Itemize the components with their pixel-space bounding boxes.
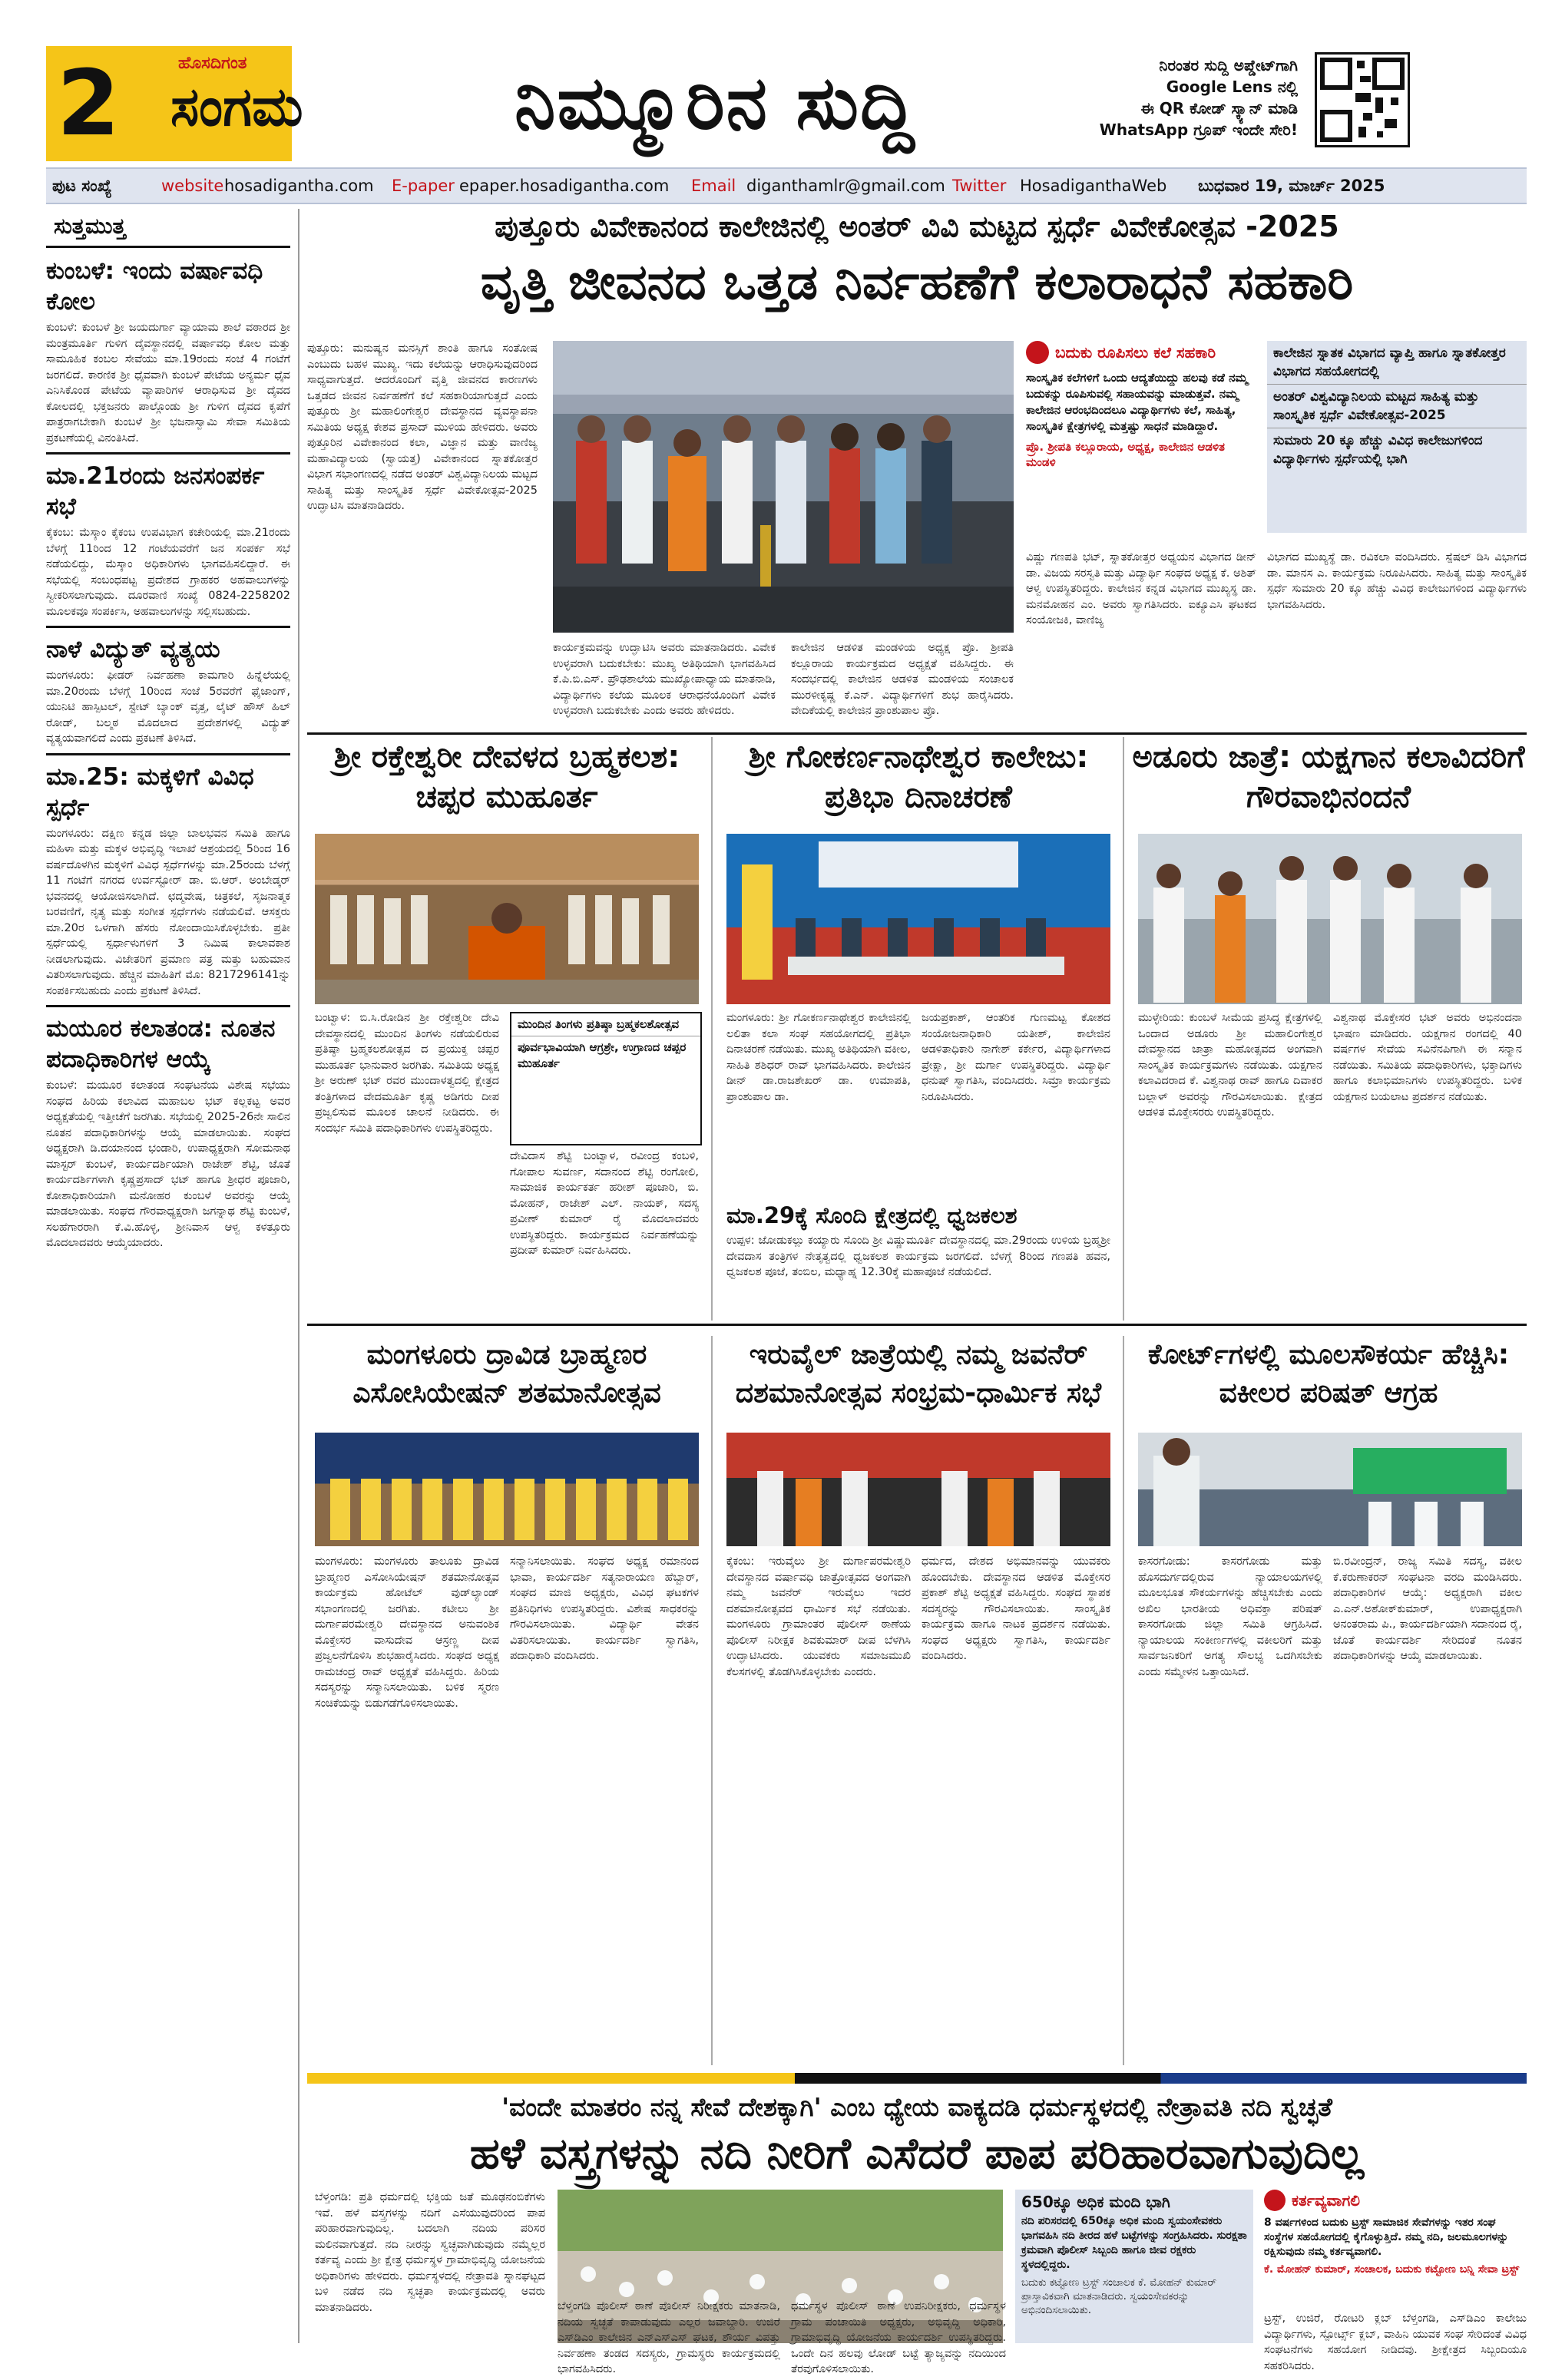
brief-body: ಮಂಗಳೂರು: ದಕ್ಷಿಣ ಕನ್ನಡ ಜಿಲ್ಲಾ ಬಾಲಭವನ ಸಮಿತಿ ಹಾಗೂ ಮಹಿಳಾ ಮತ್ತು ಮಕ್ಕಳ ಅಭಿವೃದ್ಧಿ ಇಲಾಖೆ ಆಶ್ರಯದಲ್ಲಿ 5ರಿಂದ 16 ವರ್ಷದೊಳಗಿನ ಮಕ್ಕಳಿಗೆ ವಿವಿಧ ಸ್ಪರ್ಧೆಗಳನ್ನು ಮಾ.25ರಂದು ಬೆಳಗ್ಗೆ 11 ಗಂಟೆಗೆ ನಗರದ ಉರ್ವಸ್ಟೋರ್ ಡಾ. ಬಿ.ಆರ್. ಅಂಬೇಡ್ಕರ್ ಭವನದಲ್ಲಿ ಆಯೋಜಿಸಲಾಗಿದೆ. ಛದ್ಮವೇಷ, ಚಿತ್ರಕಲೆ, ಸೃಜನಾತ್ಮಕ ಬರವಣಿಗೆ, ನೃತ್ಯ ಮತ್ತು ಸಂಗೀತ ಸ್ಪರ್ಧೆಗಳು ನಡೆಯಲಿವೆ. ಆಸಕ್ತರು ಮಾ.20ರ ಒಳಗಾಗಿ ಹೆಸರು ನೋಂದಾಯಿಸಿಕೊಳ್ಳಬೇಕು. ಪ್ರತೀ ಸ್ಪರ್ಧೆಯಲ್ಲಿ ಸ್ಪರ್ಧಾಳುಗಳಿಗೆ 3 ನಿಮಿಷ ಕಾಲಾವಕಾಶ ನೀಡಲಾಗುವುದು. ವಿಜೇತರಿಗೆ ಪ್ರಮಾಣ ಪತ್ರ ಮತ್ತು ಬಹುಮಾನ ವಿತರಿಸಲಾಗುವುದು. ಹೆಚ್ಚಿನ ಮಾಹಿತಿಗೆ ಮೊ: 8217296141ನ್ನು ಸಂಪರ್ಕಿಸಬಹುದು ಎಂದು ಪ್ರಕಟಣೆ ತಿಳಿಸಿದೆ. xyxy=(46,827,290,997)
highlight-item: ಸುಮಾರು 20 ಕ್ಕೂ ಹೆಚ್ಚು ವಿವಿಧ ಕಾಲೇಜುಗಳಿಂದ ವಿದ್ಯಾರ್ಥಿಗಳು ಸ್ಪರ್ಧೆಯಲ್ಲಿ ಭಾಗಿ xyxy=(1273,433,1483,467)
website-label: website xyxy=(161,177,224,195)
divider xyxy=(46,452,290,455)
qr-text-3: ಈ QR ಕೋಡ್ ಸ್ಕ್ಯಾನ್ ಮಾಡಿ xyxy=(1140,99,1298,117)
brand-small: ಹೊಸದಿಗಂತ xyxy=(178,54,247,73)
website-link[interactable]: hosadigantha.com xyxy=(224,177,374,195)
story-photo xyxy=(726,1433,1110,1546)
story-headline: ಅಡೂರು ಜಾತ್ರೆ: ಯಕ್ಷಗಾನ ಕಲಾವಿದರಿಗೆ ಗೌರವಾಭಿನಂದನೆ xyxy=(1132,739,1525,815)
story-body: ಪುತ್ತೂರು: ಮನುಷ್ಯನ ಮನಸ್ಸಿಗೆ ಶಾಂತಿ ಹಾಗೂ ಸಂತೋಷ ಎಂಬುದು ಬಹಳ ಮುಖ್ಯ. ಇದು ಕಲೆಯನ್ನು ಆರಾಧಿಸುವುದರಿಂದ ಸಾಧ್ಯವಾಗುತ್ತದೆ. ಆದರೊಂದಿಗೆ ವೃತ್ತಿ ಜೀವನದ ಕಾರಣಗಳು ಒತ್ತಡದ ಜೀವನ ನಿರ್ವಹಣೆಗೆ ಕಲೆ ಸಹಕಾರಿಯಾಗುತ್ತದೆ ಎಂದು ಪುತ್ತೂರು ಶ್ರೀ ಮಹಾಲಿಂಗೇಶ್ವರ ದೇವಸ್ಥಾನದ ವ್ಯವಸ್ಥಾಪನಾ ಸಮಿತಿಯ ಅಧ್ಯಕ್ಷ ಕೇಶವ ಪ್ರಸಾದ್ ಮುಳಿಯ ಹೇಳಿದರು. ಅವರು ಪುತ್ತೂರಿನ ವಿವೇಕಾನಂದ ಕಲಾ, ವಿಜ್ಞಾನ ಮತ್ತು ವಾಣಿಜ್ಯ ಮಹಾವಿದ್ಯಾಲಯ (ಸ್ವಾಯತ್ತ) ವಿವೇಕಾನಂದ ಸ್ನಾತಕೋತ್ತರ ವಿಭಾಗ ಸಭಾಂಗಣದಲ್ಲಿ ನಡೆದ ಅಂತರ್ ವಿಶ್ವವಿದ್ಯಾನಿಲಯ ಮಟ್ಟದ ಸಾಹಿತ್ಯ ಮತ್ತು ಸಾಂಸ್ಕೃತಿಕ ಸ್ಪರ್ಧೆ ವಿವೇಕೋತ್ಸವ-2025 ಉದ್ಘಾಟಿಸಿ ಮಾತನಾಡಿದರು. xyxy=(307,342,538,512)
story-photo xyxy=(315,834,699,1004)
story-headline: ಇರುವೈಲ್ ಜಾತ್ರೆಯಲ್ಲಿ ನಮ್ಮ ಜವನೆರ್ ದಶಮಾನೋತ್ಸವ ಸಂಭ್ರಮ-ಧಾರ್ಮಿಕ ಸಭೆ xyxy=(735,1339,1102,1409)
brief-headline: ಮಯೂರ ಕಲಾತಂಡ: ನೂತನ ಪದಾಧಿಕಾರಿಗಳ ಆಯ್ಕೆ xyxy=(46,1015,276,1073)
divider xyxy=(46,626,290,628)
story-photo xyxy=(315,1433,699,1546)
brief-body: ಕೈಕಂಬ: ಮೆಸ್ಕಾಂ ಕೈಕಂಬ ಉಪವಿಭಾಗ ಕಚೇರಿಯಲ್ಲಿ ಮಾ.21ರಂದು ಬೆಳಗ್ಗೆ 11ರಿಂದ 12 ಗಂಟೆಯವರೆಗೆ ಜನ ಸಂಪರ್ಕ ಸಭೆ ನಡೆಯಲಿದ್ದು, ಮೆಸ್ಕಾಂ ಅಧಿಕಾರಿಗಳು ಭಾಗವಹಿಸಲಿದ್ದಾರೆ. ಈ ಸಭೆಯಲ್ಲಿ ಸಂಬಂಧಪಟ್ಟ ಪ್ರದೇಶದ ಗ್ರಾಹಕರ ಅಹವಾಲುಗಳನ್ನು ಸ್ವೀಕರಿಸಲಾಗುವುದು. ದೂರವಾಣಿ ಸಂಖ್ಯೆ 0824-2258202 ಮೂಲಕವೂ ಸಂಪರ್ಕಿಸಿ, ಅಹವಾಲುಗಳನ್ನು ಸಲ್ಲಿಸಬಹುದು. xyxy=(46,527,290,618)
highlight-item: ಪೂರ್ವಭಾವಿಯಾಗಿ ಆಗ್ರಶ್ರೇ, ಉಗ್ರಾಣದ ಚಪ್ಪರ ಮುಹೂರ್ತ xyxy=(518,1040,687,1070)
story-photo xyxy=(1138,834,1522,1004)
story-body: ಕಾಸರಗೋಡು: ಕಾಸರಗೋಡು ಮತ್ತು ಹೊಸದುರ್ಗದಲ್ಲಿರುವ ನ್ಯಾಯಾಲಯಗಳಲ್ಲಿ ಮೂಲಭೂತ ಸೌಕರ್ಯಗಳನ್ನು ಹೆಚ್ಚಿಸಬೇಕು ಎಂದು ಅಖಿಲ ಭಾರತೀಯ ಅಧಿವಕ್ತಾ ಪರಿಷತ್ ಕಾಸರಗೋಡು ಜಿಲ್ಲಾ ಸಮಿತಿ ಆಗ್ರಹಿಸಿದೆ. ನ್ಯಾಯಾಲಯ ಸಂಕೀರ್ಣಗಳಲ್ಲಿ ವಕೀಲರಿಗೆ ಮತ್ತು ಸಾರ್ವಜನಿಕರಿಗೆ ಅಗತ್ಯ ಸೌಲಭ್ಯ ಒದಗಿಸಬೇಕು ಎಂದು ಸಮ್ಮೇಳನ ಒತ್ತಾಯಿಸಿದೆ. xyxy=(1138,1555,1322,1678)
story-body: ಸನ್ಮಾನಿಸಲಾಯಿತು. ಸಂಘದ ಅಧ್ಯಕ್ಷ ರಮಾನಂದ ಭಾವಾ, ಕಾರ್ಯದರ್ಶಿ ಸತ್ಯನಾರಾಯಣ ಹೆಬ್ಬಾರ್, ಸಂಘದ ಮಾಜಿ ಅಧ್ಯಕ್ಷರು, ವಿವಿಧ ಘಟಕಗಳ ಪ್ರತಿನಿಧಿಗಳು ಉಪಸ್ಥಿತರಿದ್ದರು. ವಿಶೇಷ ಸಾಧಕರನ್ನು ಗೌರವಿಸಲಾಯಿತು. ವಿದ್ಯಾರ್ಥಿ ವೇತನ ವಿತರಿಸಲಾಯಿತು. ಕಾರ್ಯದರ್ಶಿ ಸ್ವಾಗತಿಸಿ, ಪದಾಧಿಕಾರಿ ವಂದಿಸಿದರು. xyxy=(510,1555,699,1662)
story-body: ಉಪ್ಪಳ: ಜೋಡುಕಲ್ಲು ಕಯ್ಯಾರು ಸೊಂದಿ ಶ್ರೀ ವಿಷ್ಣುಮೂರ್ತಿ ದೇವಸ್ಥಾನದಲ್ಲಿ ಮಾ.29ರಂದು ಉಳಿಯ ಬ್ರಹ್ಮಶ್ರೀ ದೇವದಾಸ ತಂತ್ರಿಗಳ ನೇತೃತ್ವದಲ್ಲಿ ಧ್ವಜಕಲಶ ಕಾರ್ಯಕ್ರಮ ಜರಗಲಿದೆ. ಬೆಳಗ್ಗೆ 8ರಿಂದ ಗಣಪತಿ ಹವನ, ಧ್ವಜಕಲಶ ಪೂಜೆ, ತಂಬಿಲ, ಮಧ್ಯಾಹ್ನ 12.30ಕ್ಕೆ ಮಹಾಪೂಜೆ ನಡೆಯಲಿದೆ. xyxy=(726,1235,1110,1278)
column-rule xyxy=(1123,737,1124,1321)
photo-figures xyxy=(1138,834,1522,1004)
photo-figures xyxy=(315,834,699,1004)
qr-text-2: Google Lens ನಲ್ಲಿ xyxy=(1166,78,1298,96)
callout-box xyxy=(1026,341,1256,540)
email-link[interactable]: diganthamlr@gmail.com xyxy=(746,177,945,195)
brief-headline: ಕುಂಬಳೆ: ಇಂದು ವರ್ಷಾವಧಿ ಕೋಲ xyxy=(46,257,263,316)
twitter-label: Twitter xyxy=(952,177,1007,195)
stat-body: ನದಿ ಪರಿಸರದಲ್ಲಿ 650ಕ್ಕೂ ಅಧಿಕ ಮಂದಿ ಸ್ವಯಂಸೇವಕರು ಭಾಗವಹಿಸಿ ನದಿ ತೀರದ ಹಳೆ ಬಟ್ಟೆಗಳನ್ನು ಸಂಗ್ರಹಿಸಿದರು. ಸುರಕ್ಷತಾ ಕ್ರಮವಾಗಿ ಪೊಲೀಸ್ ಸಿಬ್ಬಂದಿ ಹಾಗೂ ಜೀವ ರಕ್ಷಕರು ಸ್ಥಳದಲ್ಲಿದ್ದರು. xyxy=(1021,2215,1247,2271)
story-headline: ವೃತ್ತಿ ಜೀವನದ ಒತ್ತಡ ನಿರ್ವಹಣೆಗೆ ಕಲಾರಾಧನೆ ಸಹಕಾರಿ xyxy=(480,254,1354,311)
page-title: ನಿಮ್ಮೂರಿನ ಸುದ್ದಿ xyxy=(515,60,916,146)
divider xyxy=(46,753,290,755)
left-column xyxy=(46,209,290,2343)
brief-body: ಕುಂಬಳೆ: ಮಯೂರ ಕಲಾತಂಡ ಸಂಘಟನೆಯ ವಿಶೇಷ ಸಭೆಯು ಸಂಘದ ಹಿರಿಯ ಕಲಾವಿದ ಮಹಾಬಲ ಭಟ್ ಕಲ್ಲಕಟ್ಟ ಅವರ ಅಧ್ಯಕ್ಷತೆಯಲ್ಲಿ ಇತ್ತೀಚೆಗೆ ಜರಗಿತು. ಸಭೆಯಲ್ಲಿ 2025-26ನೇ ಸಾಲಿನ ನೂತನ ಪದಾಧಿಕಾರಿಗಳನ್ನು ಆಯ್ಕೆ ಮಾಡಲಾಯಿತು. ಸಂಘದ ಅಧ್ಯಕ್ಷರಾಗಿ ಡಿ.ದಯಾನಂದ ಭಂಡಾರಿ, ಉಪಾಧ್ಯಕ್ಷರಾಗಿ ಸೋಮನಾಥ ಮಾಸ್ಟರ್ ಕುಂಬಳೆ, ಕಾರ್ಯದರ್ಶಿಯಾಗಿ ರಾಜೇಶ್ ಶೆಟ್ಟಿ, ಜೊತೆ ಕಾರ್ಯದರ್ಶಿಗಳಾಗಿ ಕೃಷ್ಣಪ್ರಸಾದ್ ಭಟ್ ಹಾಗೂ ಶ್ರೀಧರ ಪೂಜಾರಿ, ಕೋಶಾಧಿಕಾರಿಯಾಗಿ ಮನೋಹರ ಕುಂಬಳೆ ಅವರನ್ನು ಆಯ್ಕೆ ಮಾಡಲಾಯಿತು. ಸಂಘದ ಗೌರವಾಧ್ಯಕ್ಷರಾಗಿ ಜಗನ್ನಾಥ ಶೆಟ್ಟಿ ಕುಂಬಳೆ, ಸಲಹೆಗಾರರಾಗಿ ಕೆ.ವಿ.ಹೊಳ್ಳ, ಶ್ರೀನಿವಾಸ ಆಳ್ವ ಕಳತ್ತೂರು ಮೊದಲಾದವರು ಆಯ್ಕೆಯಾದರು. xyxy=(46,1079,290,1249)
qr-text-1: ನಿರಂತರ ಸುದ್ದಿ ಅಪ್ಡೇಟ್‌ಗಾಗಿ xyxy=(1159,56,1298,74)
date: ಬುಧವಾರ 19, ಮಾರ್ಚ್ 2025 xyxy=(1198,177,1385,195)
brand-big: ಸಂಗಮ xyxy=(170,75,303,138)
story-body: ವಿಭಾಗದ ಮುಖ್ಯಸ್ಥೆ ಡಾ. ರವಿಕಲಾ ವಂದಿಸಿದರು. ಸ್ಪೆಷಲ್ ಡಿಸಿ ವಿಭಾಗದ ಡಾ. ಮಾನಸ ಎ. ಕಾರ್ಯಕ್ರಮ ನಿರೂಪಿಸಿದರು. ಸಾಹಿತ್ಯ ಮತ್ತು ಸಾಂಸ್ಕೃತಿಕ ಸ್ಪರ್ಧೆ ಸುಮಾರು 20 ಕ್ಕೂ ಹೆಚ್ಚು ವಿವಿಧ ಕಾಲೇಜುಗಳಿಂದ ವಿದ್ಯಾರ್ಥಿಗಳು ಭಾಗವಹಿಸಿದರು. xyxy=(1267,551,1527,611)
story-body: ಕಾಲೇಜಿನ ಆಡಳಿತ ಮಂಡಳಿಯ ಅಧ್ಯಕ್ಷ ಪ್ರೊ. ಶ್ರೀಪತಿ ಕಲ್ಲೂರಾಯ ಕಾರ್ಯಕ್ರಮದ ಅಧ್ಯಕ್ಷತೆ ವಹಿಸಿದ್ದರು. ಈ ಸಂದರ್ಭದಲ್ಲಿ ಕಾಲೇಜಿನ ಆಡಳಿತ ಮಂಡಳಿಯ ಸಂಚಾಲಕ ಮುರಳೀಕೃಷ್ಣ ಕೆ.ಎನ್‌. ವಿದ್ಯಾರ್ಥಿಗಳಿಗೆ ಶುಭ ಹಾರೈಸಿದರು. ವೇದಿಕೆಯಲ್ಲಿ ಕಾಲೇಜಿನ ಪ್ರಾಂಶುಪಾಲ ಪ್ರೊ. xyxy=(791,642,1014,717)
callout-attribution: ಪ್ರೊ. ಶ್ರೀಪತಿ ಕಲ್ಲೂರಾಯ, ಅಧ್ಯಕ್ಷ, ಕಾಲೇಜಿನ ಆಡಳಿತ ಮಂಡಳಿ xyxy=(1026,440,1225,469)
callout-headline: ಕರ್ತವ್ಯವಾಗಲಿ xyxy=(1292,2191,1361,2210)
brief-headline: ಮಾ.25: ಮಕ್ಕಳಿಗೆ ವಿವಿಧ ಸ್ಪರ್ಧೆ xyxy=(46,762,254,821)
brief-headline: ಮಾ.21ರಂದು ಜನಸಂಪರ್ಕ ಸಭೆ xyxy=(46,462,265,521)
column-rule xyxy=(1123,1336,1124,2065)
stat-box xyxy=(1015,2190,1253,2343)
section-rule xyxy=(307,732,1527,735)
highlights-box xyxy=(1267,341,1527,533)
stat-body-2: ಬದುಕು ಕಟ್ಟೋಣ ಟ್ರಸ್ಟ್ ಸಂಚಾಲಕ ಕೆ. ಮೋಹನ್ ಕುಮಾರ್ ಪ್ರಾಸ್ತಾವಿಕವಾಗಿ ಮಾತನಾಡಿದರು. ಸ್ವಯಂಸೇವಕರನ್ನು ಅಭಿನಂದಿಸಲಾಯಿತು. xyxy=(1021,2276,1216,2316)
story-body: ಕಾರ್ಯಕ್ರಮವನ್ನು ಉದ್ಘಾಟಿಸಿ ಅವರು ಮಾತನಾಡಿದರು. ವಿವೇಕ ಉಳ್ಳವರಾಗಿ ಬದುಕಬೇಕು: ಮುಖ್ಯ ಅತಿಥಿಯಾಗಿ ಭಾಗವಹಿಸಿದ ಕೆ.ಪಿ.ಬಿ.ಎಸ್‌. ಪ್ರೌಢಶಾಲೆಯ ಮುಖ್ಯೋಪಾಧ್ಯಾಯ ಮಾತನಾಡಿ, ವಿದ್ಯಾರ್ಥಿಗಳು ಕಲೆಯ ಮೂಲಕ ಆರಾಧನೆಯೊಂದಿಗೆ ವಿವೇಕ ಉಳ್ಳವರಾಗಿ ಬದುಕಬೇಕು ಎಂದು ಅವರು ಹೇಳಿದರು. xyxy=(553,642,776,717)
story-headline: ಮಂಗಳೂರು ದ್ರಾವಿಡ ಬ್ರಾಹ್ಮಣರ ಎಸೋಸಿಯೇಷನ್ ಶತಮಾನೋತ್ಸವ xyxy=(352,1339,661,1409)
story-body: ಬಿ.ರವೀಂದ್ರನ್, ರಾಜ್ಯ ಸಮಿತಿ ಸದಸ್ಯ, ವಕೀಲ ಕೆ.ಕರುಣಾಕರನ್ ಸಂಘಟನಾ ವರದಿ ಮಂಡಿಸಿದರು. ಪದಾಧಿಕಾರಿಗಳ ಆಯ್ಕೆ: ಅಧ್ಯಕ್ಷರಾಗಿ ವಕೀಲ ಎ.ಎನ್.ಅಶೋಕ್‌ಕುಮಾರ್, ಉಪಾಧ್ಯಕ್ಷರಾಗಿ ಅನಂತರಾಮ ಪಿ., ಕಾರ್ಯದರ್ಶಿಯಾಗಿ ಸದಾನಂದ ರೈ, ಜೊತೆ ಕಾರ್ಯದರ್ಶಿ ಸೇರಿದಂತೆ ನೂತನ ಪದಾಧಿಕಾರಿಗಳನ್ನು ಆಯ್ಕೆ ಮಾಡಲಾಯಿತು. xyxy=(1333,1555,1522,1662)
story-headline: ಶ್ರೀ ರಕ್ತೇಶ್ವರೀ ದೇವಳದ ಬ್ರಹ್ಮಕಲಶ: ಚಪ್ಪರ ಮುಹೂರ್ತ xyxy=(333,739,680,815)
highlight-item: ಅಂತರ್ ವಿಶ್ವವಿದ್ಯಾನಿಲಯ ಮಟ್ಟದ ಸಾಹಿತ್ಯ ಮತ್ತು ಸಾಂಸ್ಕೃತಿಕ ಸ್ಪರ್ಧೆ ವಿವೇಕೋತ್ಸವ-2025 xyxy=(1267,385,1527,428)
story-kicker: 'ವಂದೇ ಮಾತರಂ ನನ್ನ ಸೇವೆ ದೇಶಕ್ಕಾಗಿ' ಎಂಬ ಧ್ಯೇಯ ವಾಕ್ಯದಡಿ ಧರ್ಮಸ್ಥಳದಲ್ಲಿ ನೇತ್ರಾವತಿ ನದಿ ಸ್ವಚ್ಛತೆ xyxy=(501,2092,1332,2122)
epaper-link[interactable]: epaper.hosadigantha.com xyxy=(459,177,670,195)
column-rule xyxy=(298,209,299,2343)
story-headline: ಶ್ರೀ ಗೋಕರ್ಣನಾಥೇಶ್ವರ ಕಾಲೇಜು: ಪ್ರತಿಭಾ ದಿನಾಚರಣೆ xyxy=(748,739,1089,815)
story-body: ವಿಷ್ಣು ಗಣಪತಿ ಭಟ್, ಸ್ನಾತಕೋತ್ತರ ಅಧ್ಯಯನ ವಿಭಾಗದ ಡೀನ್ ಡಾ. ವಿಜಯ ಸರಸ್ವತಿ ಮತ್ತು ವಿದ್ಯಾರ್ಥಿ ಸಂಘದ ಅಧ್ಯಕ್ಷ ಕೆ. ಅಶಿತ್ ಆಳ್ವ ಉಪಸ್ಥಿತರಿದ್ದರು. ಕಾಲೇಜಿನ ಕನ್ನಡ ವಿಭಾಗದ ಮುಖ್ಯಸ್ಥ ಡಾ. ಮನಮೋಹನ ಎಂ. ಅವರು ಸ್ವಾಗತಿಸಿದರು. ಐಕ್ಯೂಎಸಿ ಘಟಕದ ಸಂಯೋಜಕಿ, ವಾಣಿಜ್ಯ xyxy=(1026,551,1256,626)
callout-body: ಸಾಂಸ್ಕೃತಿಕ ಕಲೆಗಳಿಗೆ ಒಂದು ಆದ್ಯತೆಯಿದ್ದು ಹಲವು ಕಡೆ ನಮ್ಮ ಬದುಕನ್ನು ರೂಪಿಸುವಲ್ಲಿ ಸಹಾಯವನ್ನು ಮಾಡುತ್ತವೆ. ನಮ್ಮ ಕಾಲೇಜಿನ ಆರಂಭದಿಂದಲೂ ವಿದ್ಯಾರ್ಥಿಗಳು ಕಲೆ, ಸಾಹಿತ್ಯ, ಸಾಂಸ್ಕೃತಿಕ ಕ್ಷೇತ್ರಗಳಲ್ಲಿ ಮತ್ತಷ್ಟು ಸಾಧನೆ ಮಾಡಿದ್ದಾರೆ. xyxy=(1026,371,1248,433)
story-kicker: ಪುತ್ತೂರು ವಿವೇಕಾನಂದ ಕಾಲೇಜಿನಲ್ಲಿ ಅಂತರ್ ವಿವಿ ಮಟ್ಟದ ಸ್ಪರ್ಧೆ ವಿವೇಕೋತ್ಸವ -2025 xyxy=(495,210,1339,243)
story-photo xyxy=(726,834,1110,1004)
epaper-label: E-paper xyxy=(392,177,455,195)
story-body: ಬೆಳ್ತಂಗಡಿ ಪೊಲೀಸ್ ಠಾಣೆ ಪೊಲೀಸ್ ನಿರೀಕ್ಷಕರು ಮಾತನಾಡಿ, ನದಿಯ ಸ್ವಚ್ಛತೆ ಕಾಪಾಡುವುದು ಎಲ್ಲರ ಜವಾಬ್ದಾರಿ. ಉಜಿರೆ ಎಸ್‌ಡಿಎಂ ಕಾಲೇಜಿನ ಎನ್‌ಎಸ್‌ಎಸ್ ಘಟಕ, ಶೌರ್ಯ ವಿಪತ್ತು ನಿರ್ವಹಣಾ ತಂಡದ ಸದಸ್ಯರು, ಗ್ರಾಮಸ್ಥರು ಕಾರ್ಯಕ್ರಮದಲ್ಲಿ ಭಾಗವಹಿಸಿದರು. xyxy=(558,2300,780,2375)
story-body: ಧರ್ಮದ, ದೇಶದ ಅಭಿಮಾನವನ್ನು ಯುವಕರು ಹೊಂದಬೇಕು. ದೇವಸ್ಥಾನದ ಆಡಳಿತ ಮೊಕ್ತೇಸರ ಪ್ರಕಾಶ್ ಶೆಟ್ಟಿ ಅಧ್ಯಕ್ಷತೆ ವಹಿಸಿದ್ದರು. ಸಂಘದ ಸ್ಥಾಪಕ ಸದಸ್ಯರನ್ನು ಗೌರವಿಸಲಾಯಿತು. ಸಾಂಸ್ಕೃತಿಕ ಕಾರ್ಯಕ್ರಮ ಹಾಗೂ ನಾಟಕ ಪ್ರದರ್ಶನ ನಡೆಯಿತು. ಸಂಘದ ಅಧ್ಯಕ್ಷರು ಸ್ವಾಗತಿಸಿ, ಕಾರ್ಯದರ್ಶಿ ವಂದಿಸಿದರು. xyxy=(922,1555,1110,1662)
column-rule xyxy=(711,737,713,1321)
brief-headline: ಮಾ.29ಕ್ಕೆ ಸೊಂದಿ ಕ್ಷೇತ್ರದಲ್ಲಿ ಧ್ವಜಕಲಶ xyxy=(726,1202,1018,1228)
photo-figures xyxy=(315,1433,699,1546)
story-headline: ಕೋರ್ಟ್‌ಗಳಲ್ಲಿ ಮೂಲಸೌಕರ್ಯ ಹೆಚ್ಚಿಸಿ: ವಕೀಲರ ಪರಿಷತ್ ಆಗ್ರಹ xyxy=(1147,1339,1510,1409)
story-body: ಧರ್ಮಸ್ಥಳ ಪೊಲೀಸ್ ಠಾಣೆ ಉಪನಿರೀಕ್ಷಕರು, ಧರ್ಮಸ್ಥಳ ಗ್ರಾಮ ಪಂಚಾಯಿತಿ ಅಧ್ಯಕ್ಷರು, ಅಭಿವೃದ್ಧಿ ಅಧಿಕಾರಿ, ಗ್ರಾಮಾಭಿವೃದ್ಧಿ ಯೋಜನೆಯ ಕಾರ್ಯದರ್ಶಿ ಉಪಸ್ಥಿತರಿದ್ದರು. ಒಂದೇ ದಿನ ಹಲವು ಲೋಡ್ ಬಟ್ಟೆ ತ್ಯಾಜ್ಯವನ್ನು ನದಿಯಿಂದ ತೆರವುಗೊಳಿಸಲಾಯಿತು. xyxy=(791,2300,1006,2375)
section-rule xyxy=(307,1324,1527,1326)
divider xyxy=(46,1005,290,1007)
photo-figures xyxy=(553,341,1014,633)
highlight-item: ಕಾಲೇಜಿನ ಸ್ನಾತಕ ವಿಭಾಗದ ವ್ಯಾಪ್ತಿ ಹಾಗೂ ಸ್ನಾತಕೋತ್ತರ ವಿಭಾಗದ ಸಹಯೋಗದಲ್ಲಿ xyxy=(1267,341,1527,385)
story-body: ಬಂಟ್ವಾಳ: ಬಿ.ಸಿ.ರೋಡಿನ ಶ್ರೀ ರಕ್ತೇಶ್ವರೀ ದೇವಿ ದೇವಸ್ಥಾನದಲ್ಲಿ ಮುಂದಿನ ತಿಂಗಳು ನಡೆಯಲಿರುವ ಪ್ರತಿಷ್ಠಾ ಬ್ರಹ್ಮಕಲಶೋತ್ಸವ ದ ಪ್ರಯುಕ್ತ ಚಪ್ಪರ ಮುಹೂರ್ತ ಭಾನುವಾರ ಜರಗಿತು. ಸಮಿತಿಯ ಅಧ್ಯಕ್ಷ ಶ್ರೀ ಅರುಣ್ ಭಟ್ ರವರ ಮುಂದಾಳತ್ವದಲ್ಲಿ ಕ್ಷೇತ್ರದ ತಂತ್ರಿಗಳಾದ ವೇದಮೂರ್ತಿ ಕೃಷ್ಣ ಅಡಿಗರು ದೀಪ ಪ್ರಜ್ವಲಿಸುವ ಮೂಲಕ ಚಾಲನೆ ನೀಡಿದರು. ಈ ಸಂದರ್ಭ ಸಮಿತಿ ಪದಾಧಿಕಾರಿಗಳು ಉಪಸ್ಥಿತರಿದ್ದರು. xyxy=(315,1012,499,1135)
callout-attribution: ಕೆ. ಮೋಹನ್ ಕುಮಾರ್, ಸಂಚಾಲಕ, ಬದುಕು ಕಟ್ಟೋಣ ಬನ್ನಿ ಸೇವಾ ಟ್ರಸ್ಟ್ xyxy=(1264,2263,1520,2276)
story-photo xyxy=(1138,1433,1522,1546)
section-title: ಸುತ್ತಮುತ್ತ xyxy=(46,209,290,248)
story-headline: ಹಳೆ ವಸ್ತ್ರಗಳನ್ನು ನದಿ ನೀರಿಗೆ ಎಸೆದರೆ ಪಾಪ ಪರಿಹಾರವಾಗುವುದಿಲ್ಲ xyxy=(469,2129,1365,2179)
story-body: ಕೈಕಂಬ: ಇರುವೈಲು ಶ್ರೀ ದುರ್ಗಾಪರಮೇಶ್ವರಿ ದೇವಸ್ಥಾನದ ವರ್ಷಾವಧಿ ಜಾತ್ರೋತ್ಸವದ ಅಂಗವಾಗಿ ನಮ್ಮ ಜವನೆರ್ ಇರುವೈಲು ಇದರ ದಶಮಾನೋತ್ಸವದ ಧಾರ್ಮಿಕ ಸಭೆ ನಡೆಯಿತು. ಮಂಗಳೂರು ಗ್ರಾಮಾಂತರ ಪೊಲೀಸ್ ಠಾಣೆಯ ಪೊಲೀಸ್ ನಿರೀಕ್ಷಕ ಶಿವಕುಮಾರ್ ದೀಪ ಬೆಳಗಿಸಿ ಉದ್ಘಾಟಿಸಿದರು. ಯುವಕರು ಸಮಾಜಮುಖಿ ಕೆಲಸಗಳಲ್ಲಿ ತೊಡಗಿಸಿಕೊಳ್ಳಬೇಕು ಎಂದರು. xyxy=(726,1555,911,1678)
brief-headline: ನಾಳೆ ವಿದ್ಯುತ್ ವ್ಯತ್ಯಯ xyxy=(46,636,220,663)
qr-text-4: WhatsApp ಗ್ರೂಪ್ ಇಂದೇ ಸೇರಿ! xyxy=(1099,121,1298,139)
stat-headline: 650ಕ್ಕೂ ಅಧಿಕ ಮಂದಿ ಭಾಗಿ xyxy=(1021,2193,1170,2211)
callout-headline: ಬದುಕು ರೂಪಿಸಲು ಕಲೆ ಸಹಕಾರಿ xyxy=(1055,343,1216,362)
story-body: ಬೆಳ್ತಂಗಡಿ: ಪ್ರತಿ ಧರ್ಮದಲ್ಲಿ ಭಕ್ತಿಯ ಜತೆ ಮೂಢನಂಬಿಕೆಗಳು ಇವೆ. ಹಳೆ ವಸ್ತ್ರಗಳನ್ನು ನದಿಗೆ ಎಸೆಯುವುದರಿಂದ ಪಾಪ ಪರಿಹಾರವಾಗುವುದಿಲ್ಲ. ಬದಲಾಗಿ ನದಿಯ ಪರಿಸರ ಮಲಿನವಾಗುತ್ತದೆ. ನದಿ ನೀರನ್ನು ಸ್ವಚ್ಛವಾಗಿಡುವುದು ನಮ್ಮೆಲ್ಲರ ಕರ್ತವ್ಯ ಎಂದು ಶ್ರೀ ಕ್ಷೇತ್ರ ಧರ್ಮಸ್ಥಳ ಗ್ರಾಮಾಭಿವೃದ್ಧಿ ಯೋಜನೆಯ ಅಧಿಕಾರಿಗಳು ಹೇಳಿದರು. ಧರ್ಮಸ್ಥಳದಲ್ಲಿ ನೇತ್ರಾವತಿ ಸ್ನಾನಘಟ್ಟದ ಬಳಿ ನಡೆದ ನದಿ ಸ್ವಚ್ಛತಾ ಕಾರ್ಯಕ್ರಮದಲ್ಲಿ ಅವರು ಮಾತನಾಡಿದರು. xyxy=(315,2191,545,2314)
story-body: ಜಯಪ್ರಕಾಶ್, ಆಂತರಿಕ ಗುಣಮಟ್ಟ ಕೋಶದ ಸಂಯೋಜನಾಧಿಕಾರಿ ಯತೀಶ್, ಕಾಲೇಜಿನ ಆಡಳಿತಾಧಿಕಾರಿ ನಾಗೇಶ್ ಕರ್ಕೇರ, ವಿದ್ಯಾರ್ಥಿಗಳಾದ ಪ್ರೇಕ್ಷಾ, ಶ್ರೀ ದುರ್ಗಾ ಉಪಸ್ಥಿತರಿದ್ದರು. ವಿದ್ಯಾರ್ಥಿ ಧನುಷ್ ಸ್ವಾಗತಿಸಿ, ವಂದಿಸಿದರು. ಸಿಮ್ರಾ ಕಾರ್ಯಕ್ರಮ ನಿರೂಪಿಸಿದರು. xyxy=(922,1012,1110,1103)
callout-icon xyxy=(1264,2190,1286,2211)
photo-figures xyxy=(1138,1433,1522,1546)
section-label: ಪುಟ ಸಂಖ್ಯೆ xyxy=(52,177,112,195)
column-rule xyxy=(711,1336,713,2065)
brief-body: ಕುಂಬಳೆ: ಕುಂಬಳೆ ಶ್ರೀ ಜಯದುರ್ಗಾ ವ್ಯಾಯಾಮ ಶಾಲೆ ವಠಾರದ ಶ್ರೀ ಮಂತ್ರಮೂರ್ತಿ ಗುಳಿಗ ದೈವಸ್ಥಾನದಲ್ಲಿ ವರ್ಷಾವಧಿ ಕೋಲ ಮತ್ತು ಸಾಮೂಹಿಕ ಕಂಬಲ ಸೇವೆಯು ಮಾ.19ರಂದು ಸಂಜೆ 4 ಗಂಟೆಗೆ ಜರಗಲಿದೆ. ಕಾರಣಿಕ ಶ್ರೀ ಧೈವವಾಗಿ ಕುಂಬಳೆ ಪೇಟೆಯ ಅನ್ಯರ್ಮ ಧೈವ ಎನಿಸಿಕೊಂಡ ಪೇಟೆಯ ವ್ಯಾಪಾರಿಗಳ ಆರಾಧಿಸುವ ಶ್ರೀ ದೈವದ ಕೋಲದಲ್ಲಿ ಭಕ್ತಜನರು ಪಾಲ್ಗೊಂಡು ಶ್ರೀ ಗುಳಿಗ ದೈವದ ಕೃಪೆಗೆ ಪಾತ್ರರಾಗಬೇಕಾಗಿ ಕುಂಬಳೆ ಶ್ರೀ ಭಜನಾಸ್ವಾಮಿ ಸೇವಾ ಸಮಿತಿಯ ಪ್ರಕಟಣೆಯಲ್ಲಿ ವಿನಂತಿಸಿದೆ. xyxy=(46,322,290,445)
photo-figures xyxy=(726,834,1110,1004)
brief-body: ಮಂಗಳೂರು: ಫೀಡರ್ ನಿರ್ವಹಣಾ ಕಾಮಗಾರಿ ಹಿನ್ನೆಲೆಯಲ್ಲಿ ಮಾ.20ರಂದು ಬೆಳಗ್ಗೆ 10ರಿಂದ ಸಂಜೆ 5ರವರೆಗೆ ಫೈಜಾಂಗ್, ಯುನಿಟಿ ಹಾಸ್ಪಿಟಲ್, ಸ್ಟೇಟ್ ಬ್ಯಾಂಕ್ ವೃತ್ತ, ಲೈಟ್ ಹೌಸ್ ಹಿಲ್ ರೋಡ್, ಬಲ್ಮಠ ಮೊದಲಾದ ಪ್ರದೇಶಗಳಲ್ಲಿ ವಿದ್ಯುತ್ ವ್ಯತ್ಯಯವಾಗಲಿದೆ ಎಂದು ಪ್ರಕಟಣೆ ತಿಳಿಸಿದೆ. xyxy=(46,669,290,745)
story-body: ದೇವಿದಾಸ ಶೆಟ್ಟಿ ಬಂಟ್ವಾಳ, ರವೀಂದ್ರ ಕಂಬಳಿ, ಗೋಪಾಲ ಸುವರ್ಣ, ಸದಾನಂದ ಶೆಟ್ಟಿ ರಂಗೋಲಿ, ಸಾಮಾಜಿಕ ಕಾರ್ಯಕರ್ತ ಹರೀಶ್ ಪೂಜಾರಿ, ಬಿ. ಮೋಹನ್, ರಾಜೇಶ್ ಎಲ್. ನಾಯಕ್, ಸದಸ್ಯ ಪ್ರವೀಣ್ ಕುಮಾರ್ ರೈ ಮೊದಲಾದವರು ಉಪಸ್ಥಿತರಿದ್ದರು. ಕಾರ್ಯಕ್ರಮದ ನಿರ್ವಹಣೆಯನ್ನು ಪ್ರದೀಪ್ ಕುಮಾರ್ ನಿರ್ವಹಿಸಿದರು. xyxy=(510,1150,699,1257)
section-stripe xyxy=(307,2073,1527,2084)
story-body: ವಿಶ್ವನಾಥ ಮೊಕ್ತೇಸರ ಭಟ್ ಅವರು ಅಭಿನಂದನಾ ಭಾಷಣ ಮಾಡಿದರು. ಯಕ್ಷಗಾನ ರಂಗದಲ್ಲಿ 40 ವರ್ಷಗಳ ಸೇವೆಯ ಸವಿನೆನಪಿಗಾಗಿ ಈ ಸನ್ಮಾನ ನಡೆಯಿತು. ಸಮಿತಿಯ ಪದಾಧಿಕಾರಿಗಳು, ಭಕ್ತಾದಿಗಳು ಹಾಗೂ ಕಲಾಭಿಮಾನಿಗಳು ಉಪಸ್ಥಿತರಿದ್ದರು. ಬಳಿಕ ಯಕ್ಷಗಾನ ಬಯಲಾಟ ಪ್ರದರ್ಶನ ನಡೆಯಿತು. xyxy=(1333,1012,1522,1103)
page-number: 2 xyxy=(57,50,121,156)
story-body: ಟ್ರಸ್ಟ್, ಉಜಿರೆ, ರೋಟರಿ ಕ್ಲಬ್ ಬೆಳ್ತಂಗಡಿ, ಎಸ್‌ಡಿಎಂ ಕಾಲೇಜು ವಿದ್ಯಾರ್ಥಿಗಳು, ಸ್ಪೋರ್ಟ್ಸ್ ಕ್ಲಬ್, ವಾಹಿನಿ ಯುವಕ ಸಂಘ ಸೇರಿದಂತೆ ವಿವಿಧ ಸಂಘಟನೆಗಳು ಸಹಯೋಗ ನೀಡಿದವು. ಶ್ರೀಕ್ಷೇತ್ರದ ಸಿಬ್ಬಂದಿಯೂ ಸಹಕರಿಸಿದರು. xyxy=(1264,2312,1527,2372)
email-label: Email xyxy=(691,177,736,195)
story-body: ಮಂಗಳೂರು: ಮಂಗಳೂರು ತಾಲೂಕು ದ್ರಾವಿಡ ಬ್ರಾಹ್ಮಣರ ಎಸೋಸಿಯೇಷನ್ ಶತಮಾನೋತ್ಸವ ಕಾರ್ಯಕ್ರಮ ಹೋಟೆಲ್ ವುಡ್‌ಲ್ಯಾಂಡ್ ಸಭಾಂಗಣದಲ್ಲಿ ಜರಗಿತು. ಕಟೀಲು ಶ್ರೀ ದುರ್ಗಾಪರಮೇಶ್ವರಿ ದೇವಸ್ಥಾನದ ಅನುವಂಶಿಕ ಮೊಕ್ತೇಸರ ವಾಸುದೇವ ಆಸ್ರಣ್ಣ ದೀಪ ಪ್ರಜ್ವಲನೆಗೊಳಿಸಿ ಶುಭಹಾರೈಸಿದರು. ಸಂಘದ ಅಧ್ಯಕ್ಷ ರಾಮಚಂದ್ರ ರಾವ್ ಅಧ್ಯಕ್ಷತೆ ವಹಿಸಿದ್ದರು. ಹಿರಿಯ ಸದಸ್ಯರನ್ನು ಸನ್ಮಾನಿಸಲಾಯಿತು. ಬಳಿಕ ಸ್ಮರಣ ಸಂಚಿಕೆಯನ್ನು ಬಿಡುಗಡೆಗೊಳಿಸಲಾಯಿತು. xyxy=(315,1555,499,1710)
twitter-link[interactable]: HosadiganthaWeb xyxy=(1020,177,1167,195)
story-photo xyxy=(553,341,1014,633)
story-body: ಮಂಗಳೂರು: ಶ್ರೀ ಗೋಕರ್ಣನಾಥೇಶ್ವರ ಕಾಲೇಜಿನಲ್ಲಿ ಲಲಿತಾ ಕಲಾ ಸಂಘ ಸಹಯೋಗದಲ್ಲಿ ಪ್ರತಿಭಾ ದಿನಾಚರಣೆ ನಡೆಯಿತು. ಮುಖ್ಯ ಅತಿಥಿಯಾಗಿ ವಕೀಲ, ಸಾಹಿತಿ ಶಶಿಧರ್ ರಾವ್ ಭಾಗವಹಿಸಿದರು. ಕಾಲೇಜಿನ ಡೀನ್ ಡಾ.ರಾಜಶೇಖರ್ ಡಾ. ಉಮಾಪತಿ, ಪ್ರಾಂಶುಪಾಲ ಡಾ. xyxy=(726,1012,911,1103)
highlight-item: ಮುಂದಿನ ತಿಂಗಳು ಪ್ರತಿಷ್ಠಾ ಬ್ರಹ್ಮಕಲಶೋತ್ಸವ xyxy=(511,1013,700,1036)
highlights-box xyxy=(510,1012,702,1145)
callout-body: 8 ವರ್ಷಗಳಿಂದ ಬದುಕು ಟ್ರಸ್ಟ್ ಸಾಮಾಜಿಕ ಸೇವೆಗಳನ್ನು ಇತರ ಸಂಘ ಸಂಸ್ಥೆಗಳ ಸಹಯೋಗದಲ್ಲಿ ಕೈಗೊಳ್ಳುತ್ತಿದೆ. ನಮ್ಮ ನದಿ, ಜಲಮೂಲಗಳನ್ನು ರಕ್ಷಿಸುವುದು ನಮ್ಮ ಕರ್ತವ್ಯವಾಗಲಿ. xyxy=(1264,2216,1509,2258)
qr-code-icon[interactable] xyxy=(1315,52,1410,147)
callout-icon xyxy=(1026,341,1049,364)
photo-figures xyxy=(726,1433,1110,1546)
story-body: ಮುಳ್ಳೇರಿಯ: ಕುಂಬಳೆ ಸೀಮೆಯ ಪ್ರಸಿದ್ಧ ಕ್ಷೇತ್ರಗಳಲ್ಲಿ ಒಂದಾದ ಅಡೂರು ಶ್ರೀ ಮಹಾಲಿಂಗೇಶ್ವರ ದೇವಸ್ಥಾನದ ಜಾತ್ರಾ ಮಹೋತ್ಸವದ ಅಂಗವಾಗಿ ಸಾಂಸ್ಕೃತಿಕ ಕಾರ್ಯಕ್ರಮಗಳು ನಡೆಯಿತು. ಯಕ್ಷಗಾನ ಕಲಾವಿದರಾದ ಕೆ. ವಿಶ್ವನಾಥ ರಾವ್ ಹಾಗೂ ದಿವಾಕರ ಬಲ್ಲಾಳ್ ಅವರನ್ನು ಗೌರವಿಸಲಾಯಿತು. ಕ್ಷೇತ್ರದ ಆಡಳಿತ ಮೊಕ್ತೇಸರರು ಉಪಸ್ಥಿತರಿದ್ದರು. xyxy=(1138,1012,1322,1119)
info-bar xyxy=(46,167,1527,204)
